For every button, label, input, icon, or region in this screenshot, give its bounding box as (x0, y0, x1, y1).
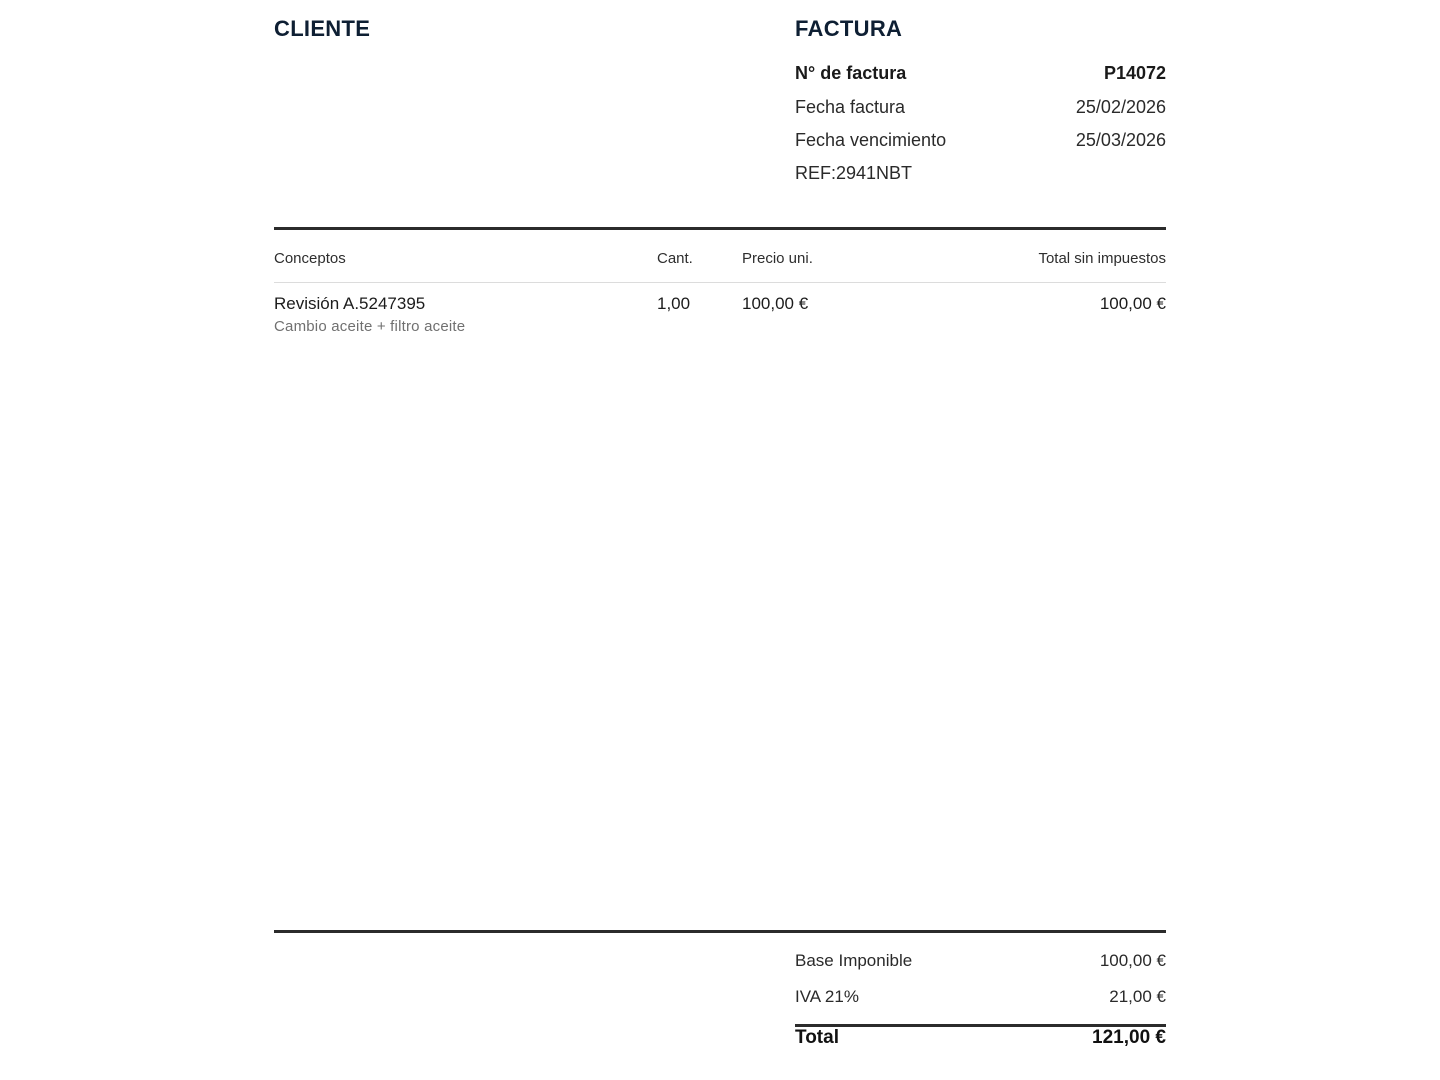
invoice-date-label: Fecha factura (795, 96, 906, 117)
invoice-date-row (795, 95, 1166, 119)
client-section-title: CLIENTE (274, 16, 371, 41)
invoice-reference-row (795, 161, 1166, 185)
row-unit-price: 100,00 € (742, 294, 809, 313)
totals-top-rule (274, 930, 1166, 933)
column-header-total: Total sin impuestos (1038, 250, 1166, 267)
base-value: 100,00 € (1099, 951, 1166, 970)
invoice-due-date-label: Fecha vencimiento (795, 129, 947, 150)
invoice-number-value: P14072 (1103, 62, 1166, 83)
invoice-due-date-value: 25/03/2026 (1075, 129, 1166, 150)
row-total: 100,00 € (1099, 294, 1166, 313)
grand-total-label: Total (795, 1027, 839, 1048)
table-top-rule (274, 227, 1166, 230)
invoice-date-value: 25/02/2026 (1075, 96, 1166, 117)
base-label: Base Imponible (795, 951, 913, 970)
invoice-reference: REF:2941NBT (795, 162, 913, 183)
tax-row (795, 985, 1166, 1009)
invoice-section-title: FACTURA (795, 16, 903, 41)
table-header-divider (274, 282, 1166, 283)
grand-total-value: 121,00 € (1092, 1027, 1166, 1048)
row-concept: Revisión A.5247395 (274, 294, 426, 313)
invoice-number-row (795, 61, 1166, 85)
column-header-quantity: Cant. (657, 250, 693, 267)
invoice-number-label: N° de factura (795, 62, 907, 83)
tax-label: IVA 21% (795, 987, 859, 1006)
column-header-concept: Conceptos (274, 250, 346, 267)
row-description: Cambio aceite + filtro aceite (274, 318, 466, 335)
tax-value: 21,00 € (1109, 987, 1166, 1006)
invoice-due-date-row (795, 128, 1166, 152)
base-row (795, 949, 1166, 973)
column-header-unit-price: Precio uni. (742, 250, 813, 267)
grand-total-row (795, 1026, 1166, 1050)
row-quantity: 1,00 (657, 294, 691, 313)
